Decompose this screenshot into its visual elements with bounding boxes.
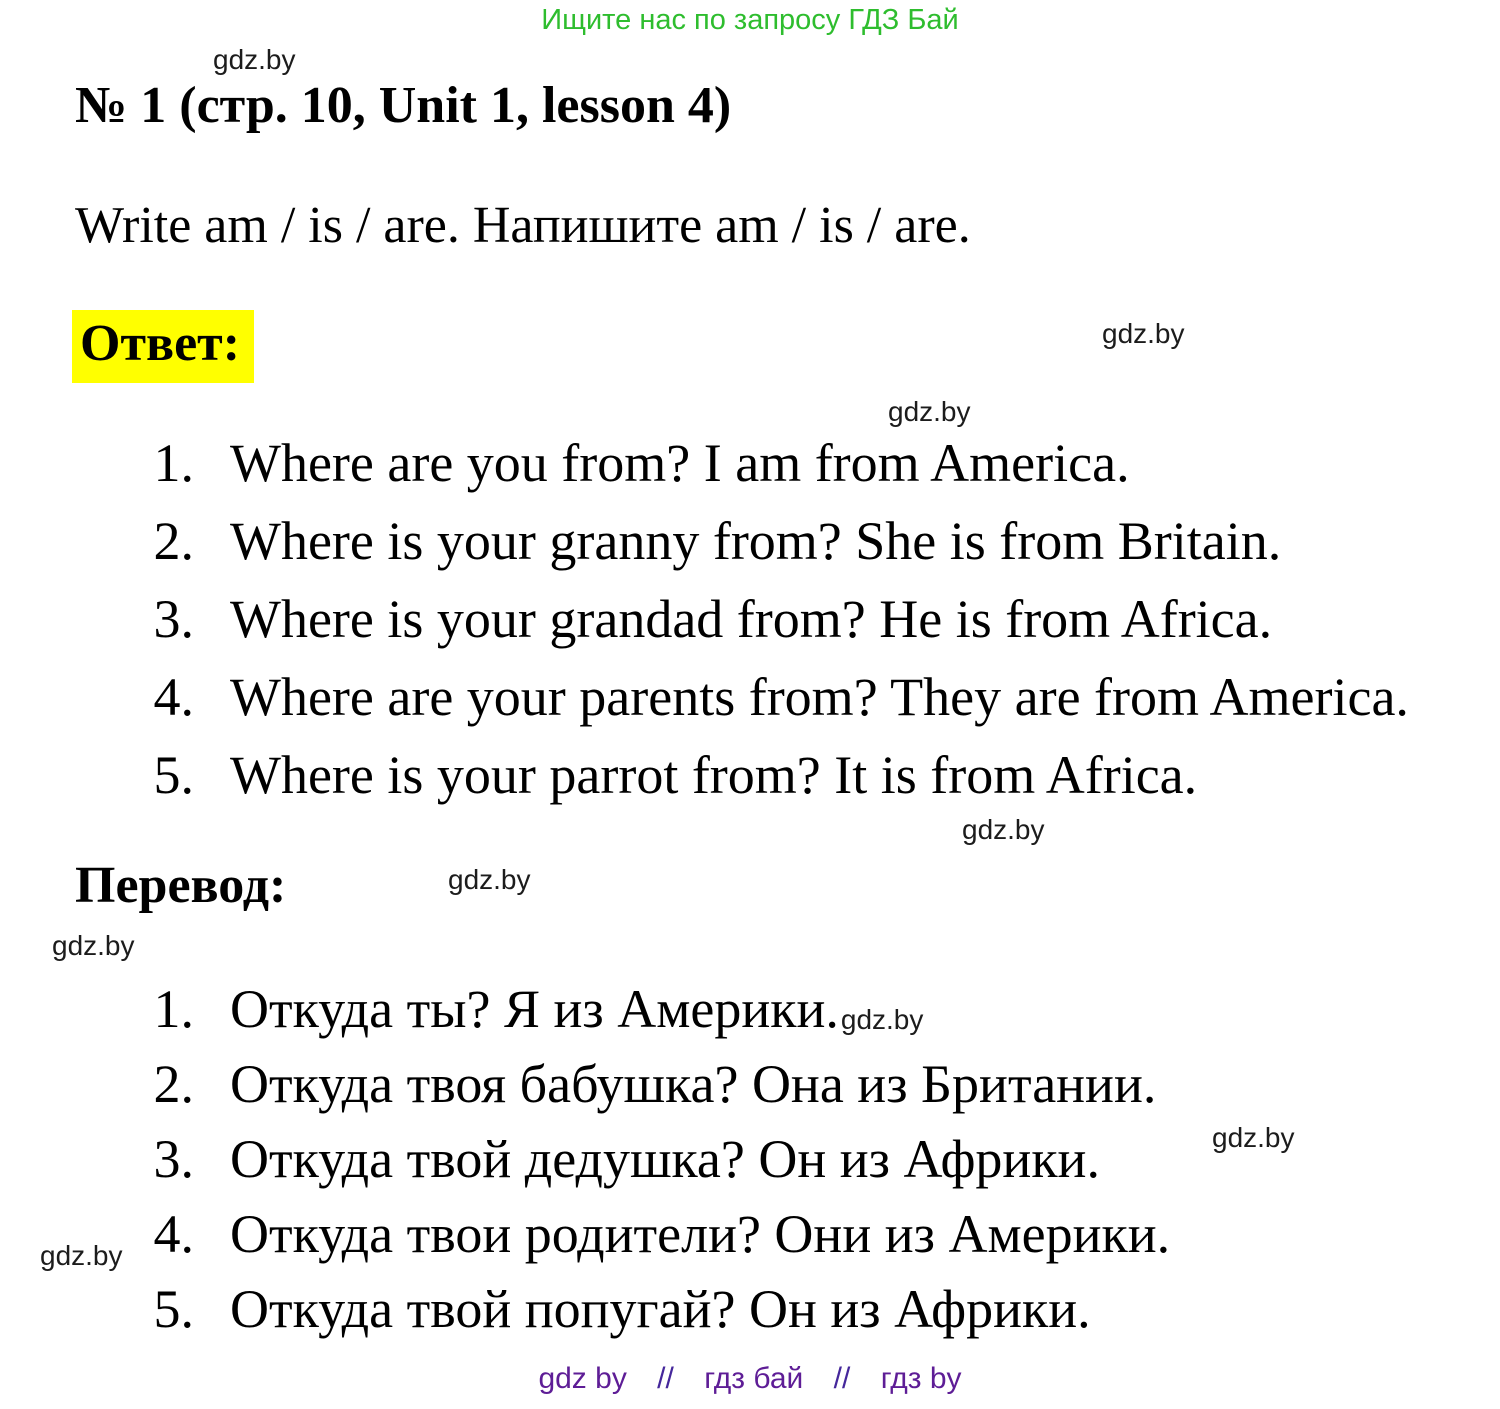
answer-item-number: 1. [153,433,194,493]
gdz-watermark: gdz.by [213,44,296,75]
translation-item [150,1047,1500,1122]
answer-item [150,502,1500,580]
translation-item-text: Откуда ты? Я из Америки. [230,979,839,1039]
translation-item-text: Откуда твой дедушка? Он из Африки. [230,1129,1100,1189]
footer-brand-text: gdz by [538,1362,627,1395]
translation-item-text: Откуда твои родители? Они из Америки. [230,1204,1171,1264]
answer-item-number: 5. [153,745,194,805]
task-instruction: Write am / is / are. Напишите am / is / are. [75,197,971,254]
answer-item-number: 3. [153,589,194,649]
translation-list [150,972,1500,1347]
gdz-watermark: gdz.by [1102,318,1185,349]
footer-separator: // [833,1362,851,1395]
gdz-watermark: gdz.by [40,1240,123,1271]
answer-item-text: Where is your granny from? She is from Britain. [230,511,1282,571]
translation-label: Перевод: [75,857,287,914]
translation-item-number: 4. [153,1204,194,1264]
gdz-watermark: gdz.by [840,1004,924,1035]
answer-item [150,424,1500,502]
answer-item [150,580,1500,658]
answer-item-number: 4. [153,667,194,727]
promo-banner: Ищите нас по запросу ГДЗ Бай [541,4,959,36]
footer [0,1362,1500,1396]
exercise-heading: № 1 (стр. 10, Unit 1, lesson 4) [75,77,732,134]
translation-item [150,1197,1500,1272]
gdz-watermark: gdz.by [962,814,1045,845]
answer-item-number: 2. [153,511,194,571]
translation-item-number: 1. [153,979,194,1039]
footer-brand-text: гдз by [880,1362,962,1395]
translation-item [150,1272,1500,1347]
answer-item-text: Where are you from? I am from America. [230,433,1130,493]
translation-item-text: Откуда твой попугай? Он из Африки. [230,1279,1091,1339]
gdz-watermark: gdz.by [888,396,971,427]
translation-item [150,1122,1500,1197]
answer-item-text: Where are your parents from? They are from America. [230,667,1409,727]
translation-item-text: Откуда твоя бабушка? Она из Британии. [230,1054,1157,1114]
footer-brand-text: гдз бай [704,1362,804,1395]
footer-separator: // [657,1362,674,1395]
translation-item-number: 5. [153,1279,194,1339]
translation-item-number: 3. [153,1129,194,1189]
gdz-watermark: gdz.by [448,864,531,895]
answer-list [150,424,1500,814]
gdz-watermark: gdz.by [1212,1122,1295,1153]
answer-label: Ответ: [72,310,254,383]
translation-item-number: 2. [153,1054,194,1114]
answer-item [150,658,1500,736]
translation-item [150,972,1500,1047]
gdz-watermark: gdz.by [52,930,135,961]
answer-item-text: Where is your grandad from? He is from Africa. [230,589,1273,649]
answer-item-text: Where is your parrot from? It is from Africa. [230,745,1198,805]
answer-item [150,736,1500,814]
